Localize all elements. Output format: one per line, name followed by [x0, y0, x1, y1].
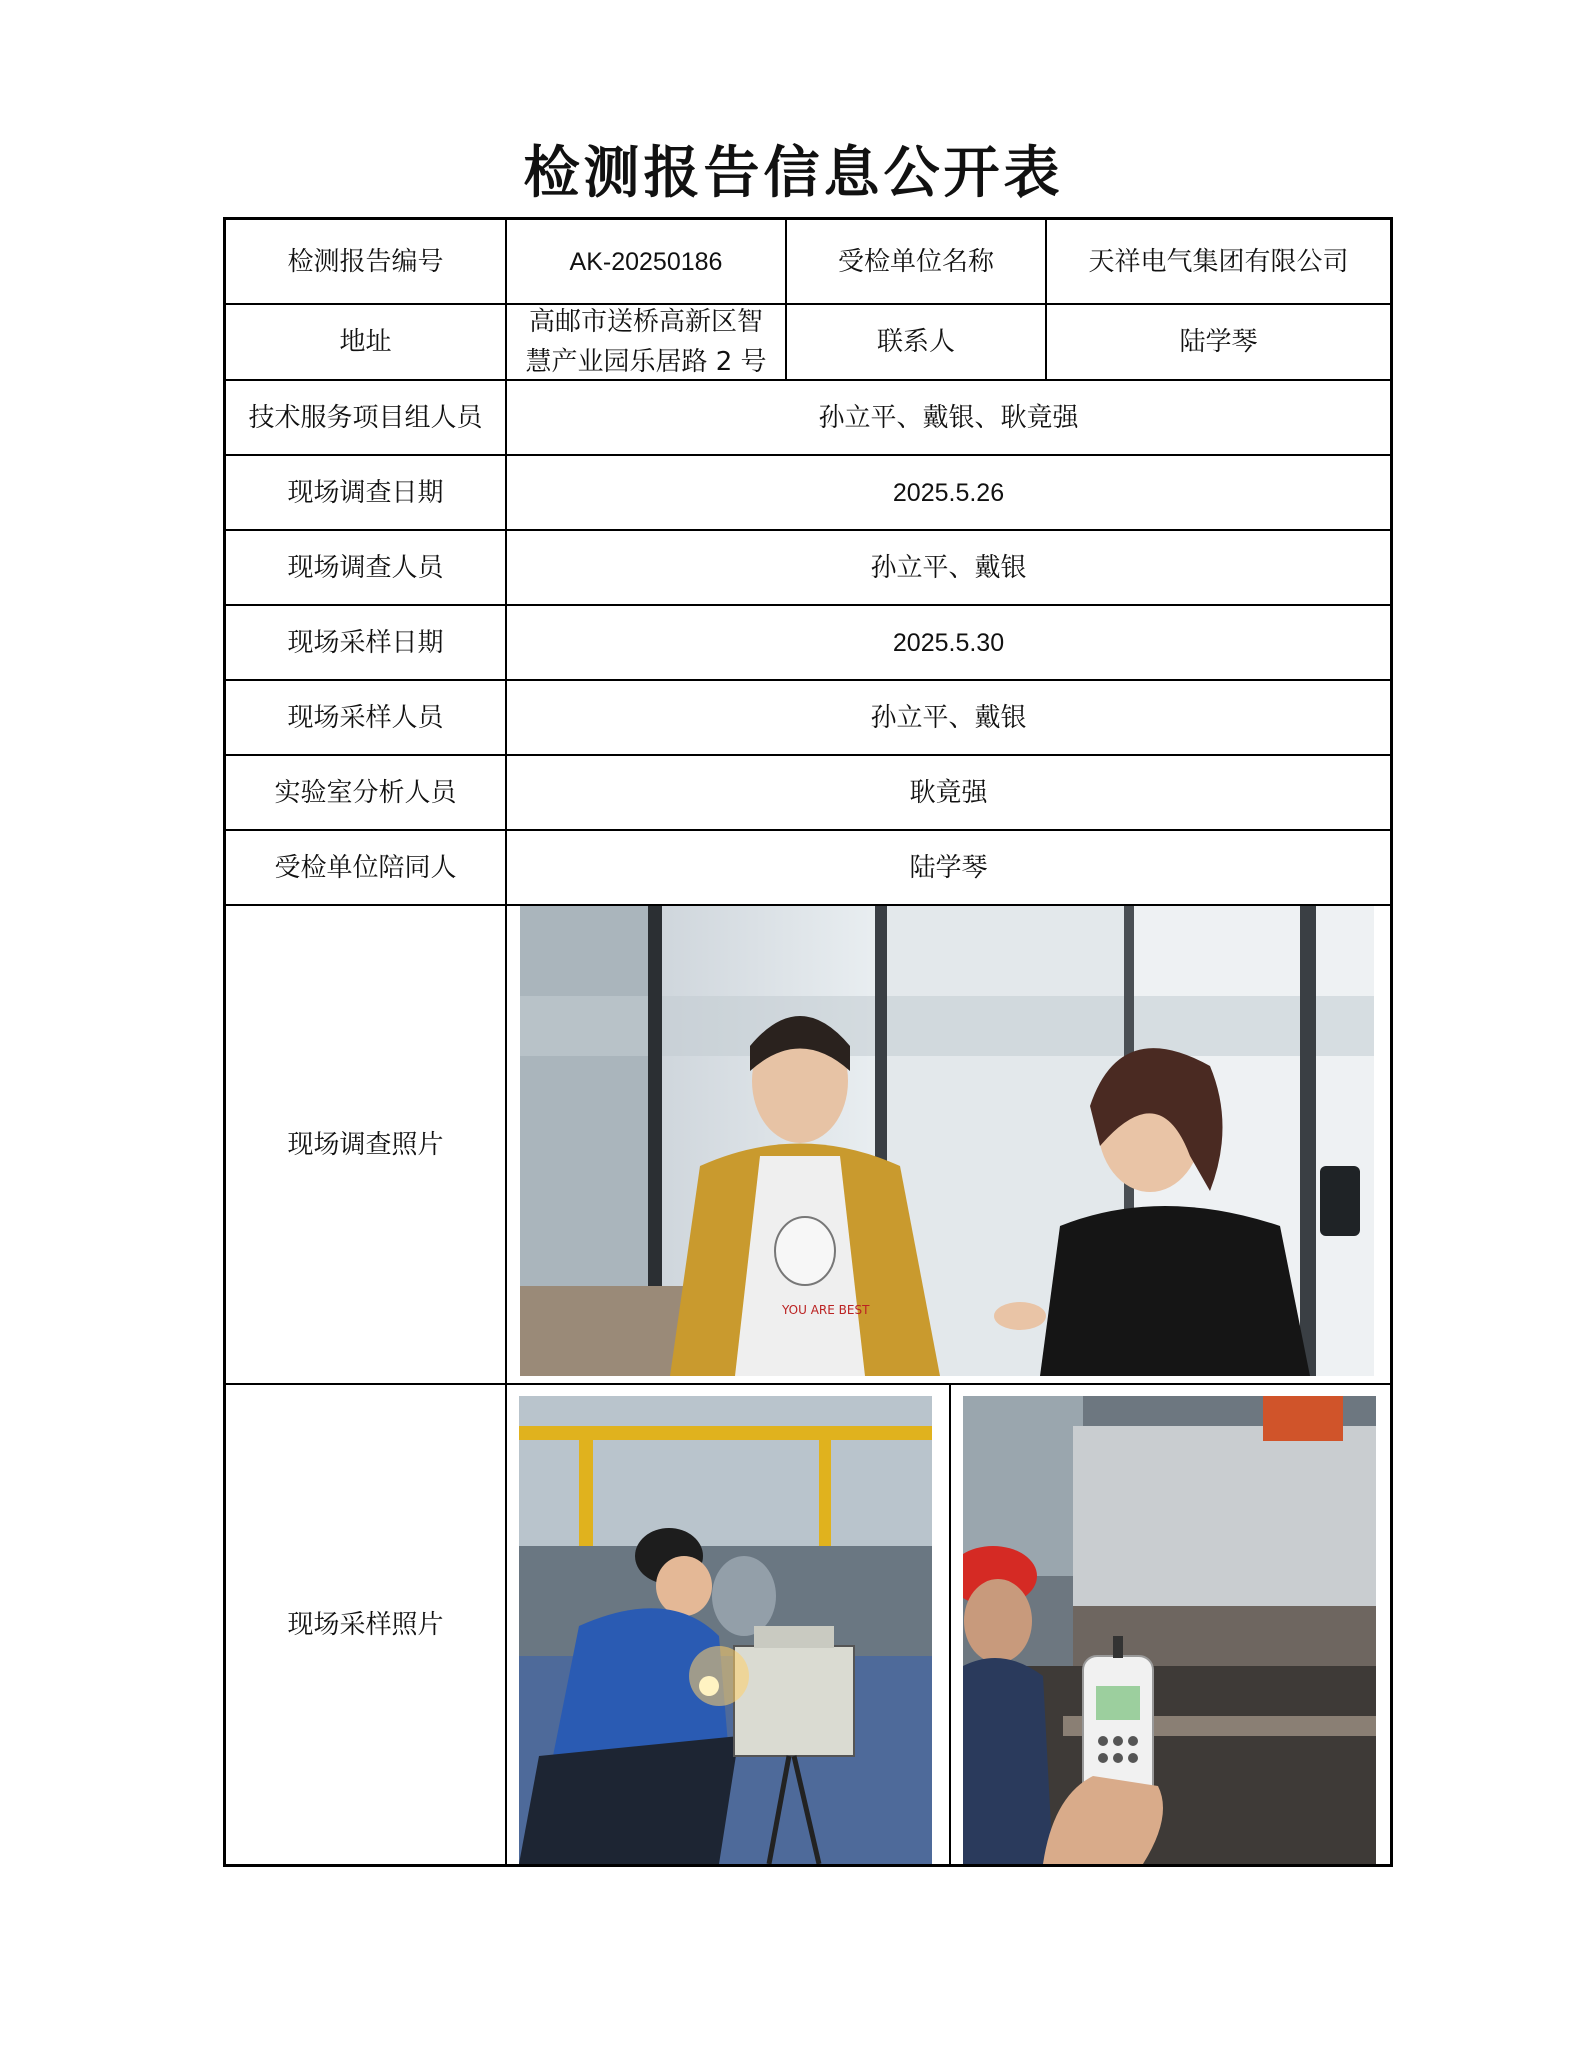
lab-staff-label: 实验室分析人员	[274, 777, 457, 808]
sampling-staff-value: 孙立平、戴银	[870, 702, 1027, 733]
team-value: 孙立平、戴银、耿竟强	[818, 402, 1079, 433]
address-label: 地址	[339, 327, 392, 357]
info-table	[223, 217, 1393, 1867]
report-no-value: AK-20250186	[569, 247, 723, 276]
survey-staff-label: 现场调查人员	[287, 552, 444, 583]
survey-staff-value: 孙立平、戴银	[870, 552, 1027, 583]
escort-label: 受检单位陪同人	[274, 852, 457, 883]
shirt-text: YOU ARE BEST	[782, 1303, 870, 1317]
sampling-photo-left	[519, 1396, 932, 1864]
escort-value: 陆学琴	[909, 852, 988, 883]
contact-label: 联系人	[876, 327, 955, 357]
contact-value: 陆学琴	[1179, 327, 1258, 357]
sampling-date-label: 现场采样日期	[287, 627, 444, 658]
page-title: 检测报告信息公开表	[523, 141, 1064, 206]
sampling-photo-label: 现场采样照片	[287, 1609, 444, 1640]
unit-name-label: 受检单位名称	[837, 246, 994, 277]
address-line-2: 慧产业园乐居路 2 号	[525, 347, 767, 377]
report-no-label: 检测报告编号	[287, 246, 444, 277]
lab-staff-value: 耿竟强	[909, 777, 988, 808]
sampling-staff-label: 现场采样人员	[287, 702, 444, 733]
address-value	[507, 305, 785, 379]
sampling-photo-right	[963, 1396, 1376, 1864]
survey-date-label: 现场调查日期	[287, 477, 444, 508]
survey-date-value: 2025.5.26	[892, 478, 1005, 507]
sampling-date-value: 2025.5.30	[892, 628, 1005, 657]
team-label: 技术服务项目组人员	[248, 402, 483, 433]
unit-name-value: 天祥电气集团有限公司	[1088, 246, 1349, 277]
survey-photo	[520, 906, 1374, 1376]
survey-photo-label: 现场调查照片	[287, 1129, 444, 1160]
address-line-1: 高邮市送桥高新区智	[528, 307, 763, 337]
